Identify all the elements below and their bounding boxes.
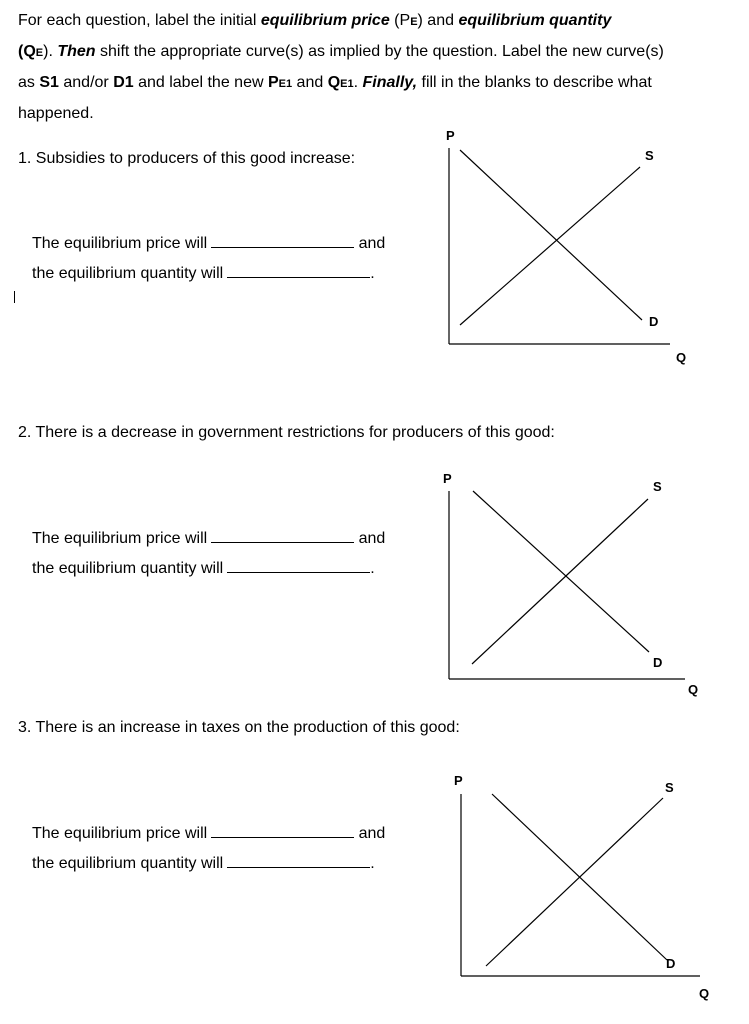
question-2-answer-lines [32,524,385,584]
instructions-text: ) and [417,12,459,29]
supply-curve [486,798,663,966]
instructions-then: Then [57,43,96,60]
instructions-pe1: PE1 [267,74,293,91]
price-label: The equilibrium price will [32,530,208,547]
question-3-answer-lines [32,819,385,879]
supply-label: S [653,479,662,494]
text-cursor [14,291,15,303]
instructions-text: For each question, label the initial [18,12,261,29]
supply-curve [472,499,648,664]
subscript-e: E [410,16,418,28]
instructions-text: shift the appropriate curve(s) as implied by the question. Label the new curve(s) as [18,43,664,91]
instructions-text: and label the new [133,74,268,91]
demand-label: D [653,655,663,670]
quantity-label: the equilibrium quantity will [32,855,224,872]
instructions-d1: D1 [113,74,134,91]
supply-label: S [645,148,654,163]
question-1-answer-lines [32,229,385,289]
quantity-blank[interactable] [227,853,370,868]
period: . [370,855,375,872]
instructions-finally: Finally, [362,74,418,91]
instructions-equilibrium-price: equilibrium price [260,12,390,29]
question-2-prompt: 2. There is a decrease in government restrictions for producers of this good: [18,424,555,441]
instructions-text: (P [389,12,411,29]
demand-label: D [666,956,676,971]
quantity-blank[interactable] [227,263,370,278]
supply-label: S [665,780,674,795]
demand-curve [460,150,642,320]
price-label: The equilibrium price will [32,235,208,252]
demand-curve [473,491,649,652]
price-label: The equilibrium price will [32,825,208,842]
demand-label: D [649,314,659,329]
instructions [18,6,668,128]
instructions-text: . [353,74,363,91]
instructions-qe1: QE1 [327,74,354,91]
instructions-text: fill in the blanks to describe what happened. [18,74,652,122]
and-label: and [358,530,386,547]
supply-curve [460,167,640,325]
axis-label-p: P [446,128,455,143]
question-2-graph[interactable] [430,466,720,701]
instructions-text: ). [43,43,58,60]
period: . [370,560,375,577]
price-blank[interactable] [211,528,354,543]
axis-label-q: Q [699,986,710,1001]
and-label: and [358,235,386,252]
instructions-equilibrium-quantity: equilibrium quantity [458,12,612,29]
quantity-label: the equilibrium quantity will [32,560,224,577]
quantity-label: the equilibrium quantity will [32,265,224,282]
axis-label-q: Q [676,350,687,365]
instructions-text: and [292,74,328,91]
axis-label-p: P [443,471,452,486]
price-blank[interactable] [211,233,354,248]
instructions-s1: S1 [39,74,59,91]
period: . [370,265,375,282]
axis-label-p: P [454,773,463,788]
price-blank[interactable] [211,823,354,838]
axis-label-q: Q [688,682,699,697]
instructions-text: and/or [58,74,114,91]
and-label: and [358,825,386,842]
question-3-prompt: 3. There is an increase in taxes on the production of this good: [18,719,460,736]
question-1-graph[interactable] [430,120,710,370]
quantity-blank[interactable] [227,558,370,573]
instructions-q-label: (QE [18,43,44,60]
question-1-prompt: 1. Subsidies to producers of this good increase: [18,150,356,167]
question-3-graph[interactable] [440,768,730,1013]
